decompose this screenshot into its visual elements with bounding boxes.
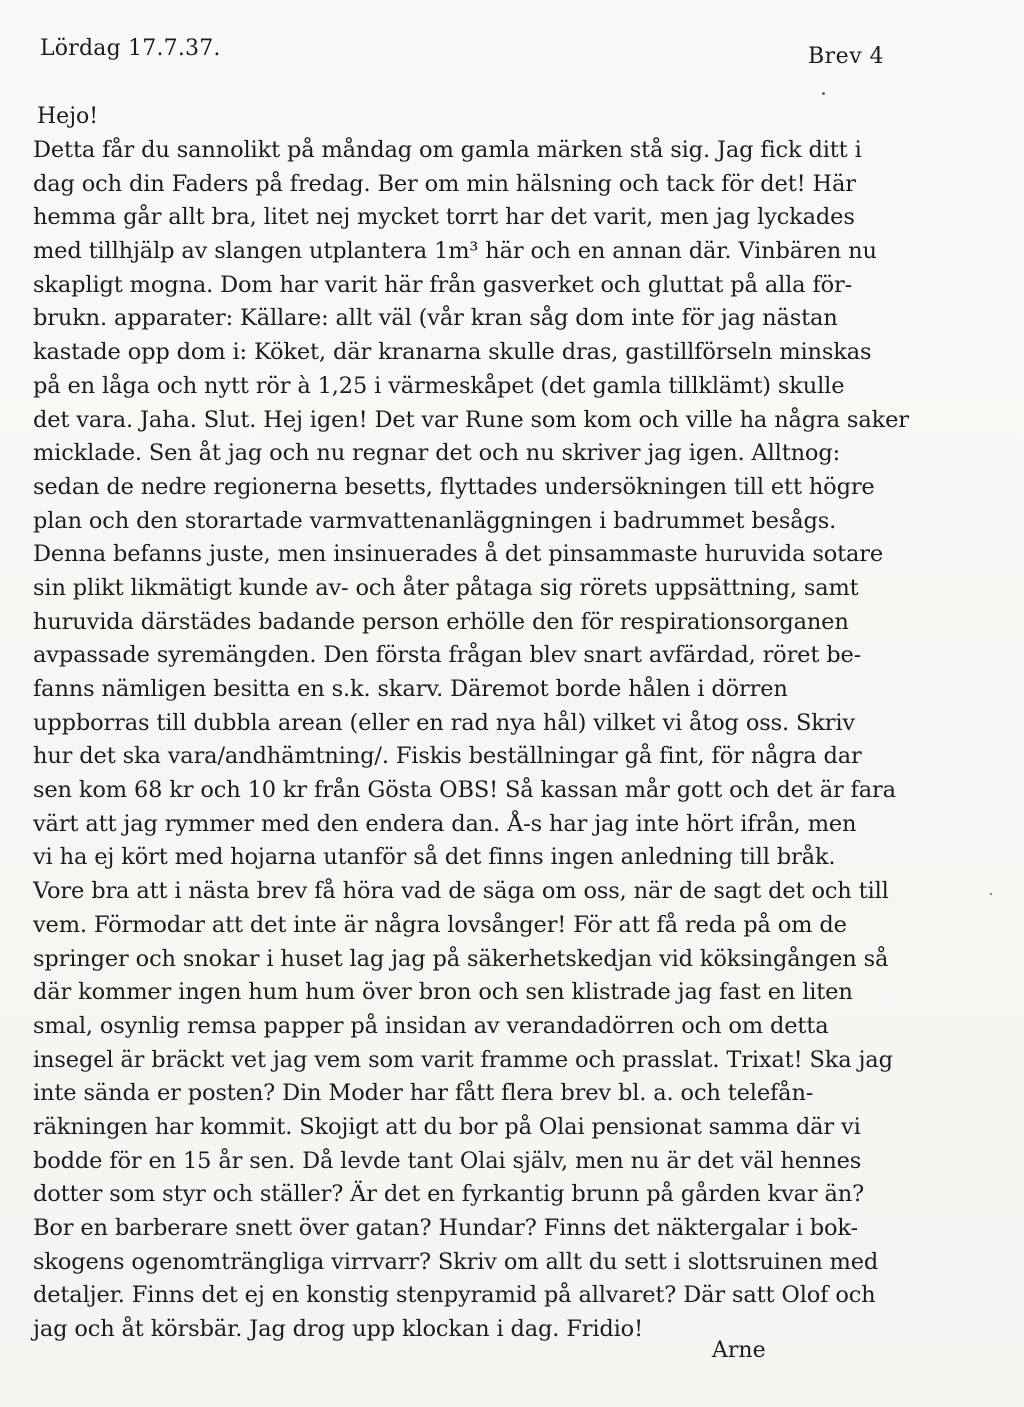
letter-line: skogens ogenomträngliga virrvarr? Skriv om allt du sett i slottsruinen med [33,1248,879,1275]
letter-line: sin plikt likmätigt kunde av- och åter påtaga sig rörets uppsättning, samt [33,574,859,601]
letter-line: jag och åt körsbär. Jag drog upp klockan i dag. Fridio! [33,1316,643,1343]
letter-number: Brev 4 [808,44,885,69]
letter-signature: Arne [712,1338,766,1363]
letter-line: plan och den storartade varmvattenanläggningen i badrummet besågs. [33,507,837,534]
letter-line: insegel är bräckt vet jag vem som varit framme och prasslat. Trixat! Ska jag [33,1046,893,1073]
letter-line: på en låga och nytt rör à 1,25 i värmeskåpet (det gamla tillklämt) skulle [33,372,845,399]
paper-speck [822,92,825,95]
letter-line: bodde för en 15 år sen. Då levde tant Olai själv, men nu är det väl hennes [33,1147,862,1174]
letter-line: Vore bra att i nästa brev få höra vad de säga om oss, när de sagt det och till [33,878,889,905]
paper-speck [990,893,992,895]
letter-date: Lördag 17.7.37. [40,36,221,61]
letter-line: smal, osynlig remsa papper på insidan av verandadörren och om detta [33,1012,829,1039]
letter-line: brukn. apparater: Källare: allt väl (vår kran såg dom inte för jag nästan [33,305,838,332]
letter-line: skapligt mogna. Dom har varit här från gasverket och gluttat på alla för- [33,271,853,298]
letter-body [33,134,993,1347]
letter-line: dotter som styr och ställer? Är det en fyrkantig brunn på gården kvar än? [33,1181,865,1208]
letter-line: Bor en barberare snett över gatan? Hundar? Finns det näktergalar i bok- [33,1215,858,1241]
letter-line: avpassade syremängden. Den första frågan blev snart avfärdad, röret be- [33,642,862,669]
letter-greeting: Hejo! [37,104,99,129]
letter-line: hur det ska vara/andhämtning/. Fiskis beställningar gå fint, för några dar [33,743,862,770]
letter-line: värt att jag rymmer med den endera dan. Å-s har jag inte hört ifrån, men [33,810,857,837]
letter-line: Detta får du sannolikt på måndag om gamla märken stå sig. Jag fick ditt i [33,137,862,163]
letter-line: detaljer. Finns det ej en konstig stenpyramid på allvaret? Där satt Olof och [33,1282,876,1309]
letter-line: springer och snokar i huset lag jag på säkerhetskedjan vid köksingången så [33,945,889,972]
letter-line: micklade. Sen åt jag och nu regnar det och nu skriver jag igen. Alltnog: [33,440,841,467]
letter-line: huruvida därstädes badande person erhölle den för respirationsorganen [33,608,849,635]
letter-line: sen kom 68 kr och 10 kr från Gösta OBS! Så kassan mår gott och det är fara [33,777,896,804]
letter-line: där kommer ingen hum hum över bron och sen klistrade jag fast en liten [33,979,853,1006]
letter-line: uppborras till dubbla arean (eller en rad nya hål) vilket vi åtog oss. Skriv [33,709,855,736]
letter-line: fanns nämligen besitta en s.k. skarv. Däremot borde hålen i dörren [33,676,788,702]
letter-line: dag och din Faders på fredag. Ber om min hälsning och tack för det! Här [33,170,856,197]
letter-line: Denna befanns juste, men insinuerades å det pinsammaste huruvida sotare [33,541,884,568]
letter-line: hemma går allt bra, litet nej mycket torrt har det varit, men jag lyckades [33,204,855,231]
letter-line: kastade opp dom i: Köket, där kranarna skulle dras, gastillförseln minskas [33,339,872,366]
letter-line: vi ha ej kört med hojarna utanför så det finns ingen anledning till bråk. [33,844,836,871]
letter-line: räkningen har kommit. Skojigt att du bor på Olai pensionat samma där vi [33,1113,861,1140]
letter-line: med tillhjälp av slangen utplantera 1m³ här och en annan där. Vinbären nu [33,238,877,265]
letter-line: sedan de nedre regionerna besetts, flyttades undersökningen till ett högre [33,473,875,500]
letter-line: vem. Förmodar att det inte är några lovsånger! För att få reda på om de [33,911,847,938]
letter-line: det vara. Jaha. Slut. Hej igen! Det var Rune som kom och ville ha några saker [33,406,909,433]
letter-line: inte sända er posten? Din Moder har fått flera brev bl. a. och telefån- [33,1080,814,1107]
